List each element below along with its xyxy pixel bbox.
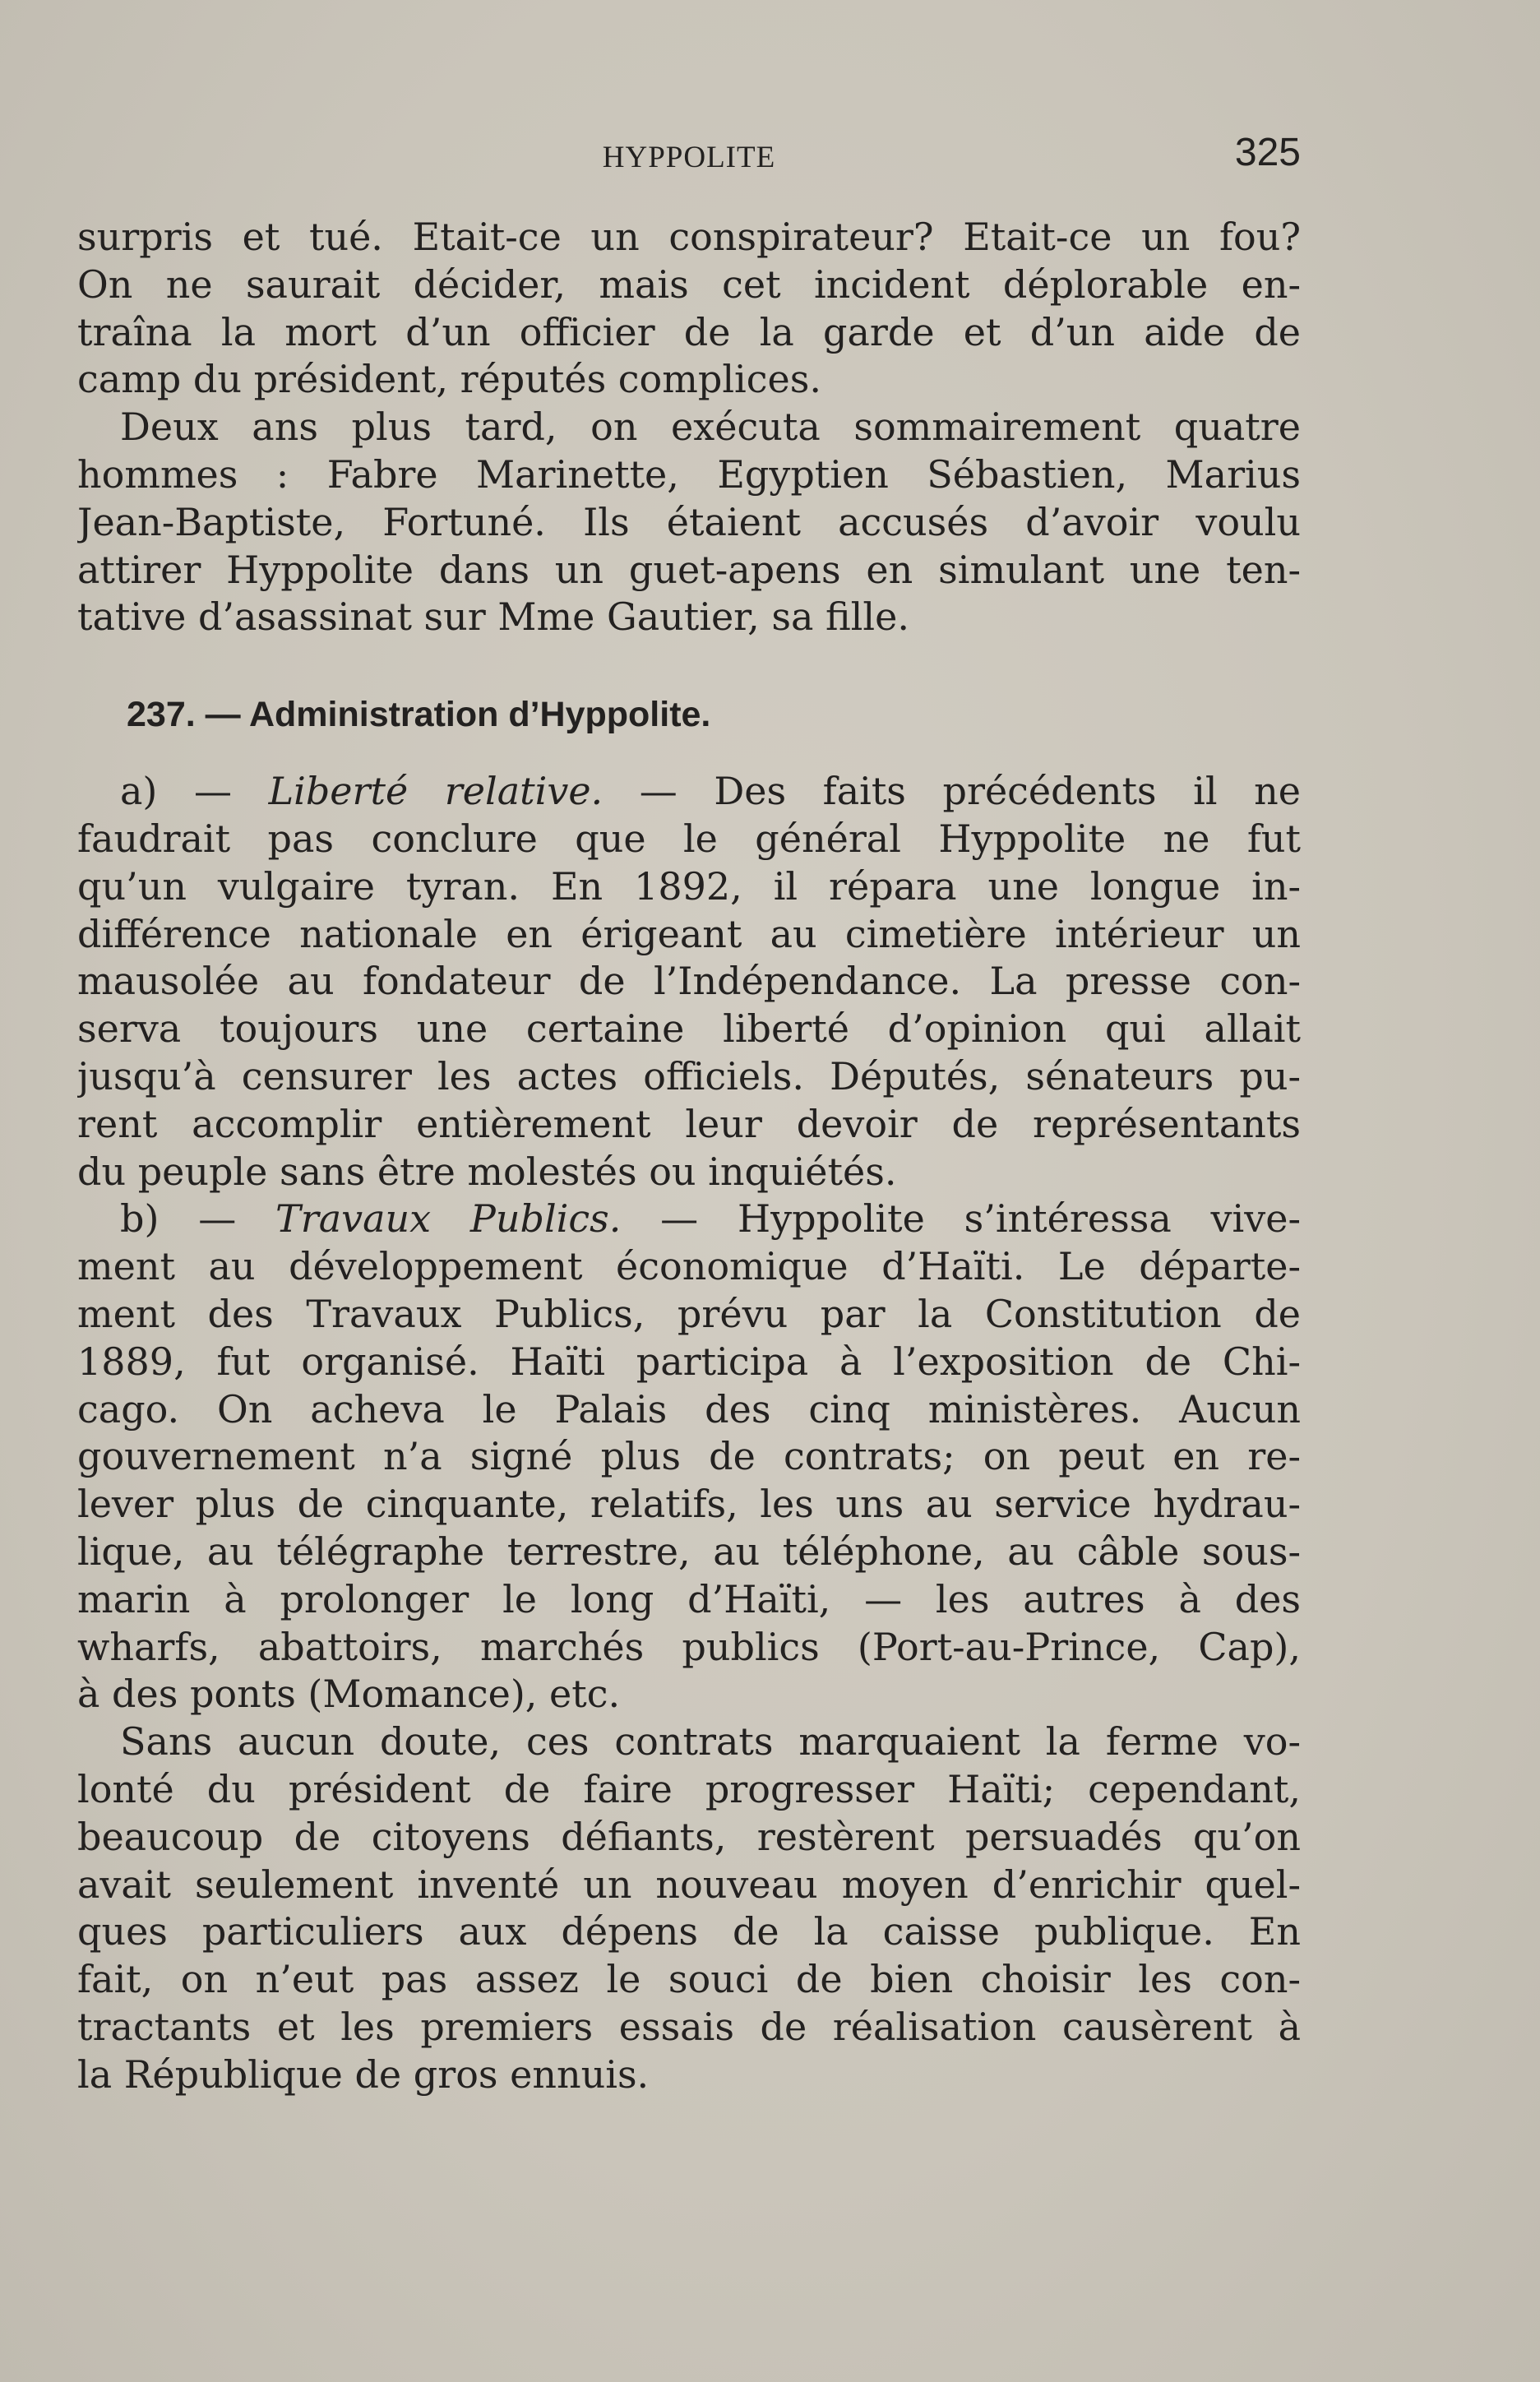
text-line: différence nationale en érigeant au cimetière intérieur un <box>77 911 1301 956</box>
item-label: b) — <box>120 1196 276 1242</box>
text-line: Deux ans plus tard, on exécuta sommairement quatre <box>120 405 1301 450</box>
item-text: — Hyppolite s’intéressa vive- <box>621 1196 1301 1242</box>
body-text <box>77 214 1301 2098</box>
text-line: du peuple sans être molestés ou inquiétés. <box>77 1149 897 1194</box>
text-line: lique, au télégraphe terrestre, au téléphone, au câble sous- <box>77 1529 1301 1574</box>
text-line: jusqu’à censurer les actes officiels. Députés, sénateurs pu- <box>77 1053 1301 1098</box>
section-spacer <box>77 641 1301 689</box>
text-line: attirer Hyppolite dans un guet-apens en simulant une ten- <box>77 547 1301 592</box>
text-line: 1889, fut organisé. Haïti participa à l’exposition de Chi- <box>77 1339 1301 1384</box>
text-line: avait seulement inventé un nouveau moyen d’enrichir quel- <box>77 1862 1301 1907</box>
text-line: camp du président, réputés complices. <box>77 357 821 402</box>
text-line: la République de gros ennuis. <box>77 2051 650 2097</box>
text-line: mausolée au fondateur de l’Indépendance. La presse con- <box>77 959 1301 1004</box>
text-line: Jean-Baptiste, Fortuné. Ils étaient accusés d’avoir voulu <box>77 499 1301 544</box>
item-label: a) — <box>120 769 269 814</box>
text-line: serva toujours une certaine liberté d’opinion qui allait <box>77 1006 1301 1052</box>
text-line <box>77 768 1301 816</box>
text-line: à des ponts (Momance), etc. <box>77 1672 621 1717</box>
page-number: 325 <box>1234 131 1301 174</box>
item-text: — Des faits précédents il ne <box>603 769 1301 814</box>
text-line: wharfs, abattoirs, marchés publics (Port-au-Prince, Cap), <box>77 1624 1301 1669</box>
text-line: tractants et les premiers essais de réalisation causèrent à <box>77 2004 1301 2049</box>
text-line: lonté du président de faire progresser Haïti; cependant, <box>77 1766 1301 1811</box>
text-line: ques particuliers aux dépens de la caisse publique. En <box>77 1909 1301 1954</box>
text-line: ment des Travaux Publics, prévu par la Constitution de <box>77 1291 1301 1336</box>
text-line: hommes : Fabre Marinette, Egyptien Sébastien, Marius <box>77 451 1301 497</box>
text-line: gouvernement n’a signé plus de contrats; on peut en re- <box>77 1434 1301 1479</box>
heading-spacer <box>77 740 1301 768</box>
text-line: ment au développement économique d’Haïti. Le départe- <box>77 1244 1301 1289</box>
text-line: fait, on n’eut pas assez le souci de bien choisir les con- <box>77 1957 1301 2002</box>
text-line: Sans aucun doute, ces contrats marquaient la ferme vo- <box>120 1719 1301 1765</box>
running-head <box>77 130 1301 187</box>
text-line: surpris et tué. Etait-ce un conspirateur? Etait-ce un fou? <box>77 215 1301 259</box>
text-line: lever plus de cinquante, relatifs, les uns au service hydrau- <box>77 1482 1301 1527</box>
text-line: qu’un vulgaire tyran. En 1892, il répara une longue in- <box>77 863 1301 909</box>
text-line: rent accomplir entièrement leur devoir de représentants <box>77 1101 1301 1146</box>
item-title: Liberté relative. <box>268 769 604 814</box>
text-line: faudrait pas conclure que le général Hyppolite ne fut <box>77 816 1301 861</box>
text-line: cago. On acheva le Palais des cinq ministères. Aucun <box>77 1386 1301 1432</box>
text-line: beaucoup de citoyens défiants, restèrent persuadés qu’on <box>77 1814 1301 1859</box>
text-line: tative d’asassinat sur Mme Gautier, sa fille. <box>77 594 909 640</box>
section-heading: 237. — Administration d’Hyppolite. <box>127 695 711 735</box>
running-title: HYPPOLITE <box>602 141 776 174</box>
text-line <box>77 1196 1301 1243</box>
text-line: On ne saurait décider, mais cet incident déplorable en- <box>77 261 1301 307</box>
text-line: traîna la mort d’un officier de la garde et d’un aide de <box>77 309 1301 354</box>
item-title: Travaux Publics. <box>275 1196 622 1242</box>
text-line: marin à prolonger le long d’Haïti, — les autres à des <box>77 1576 1301 1621</box>
